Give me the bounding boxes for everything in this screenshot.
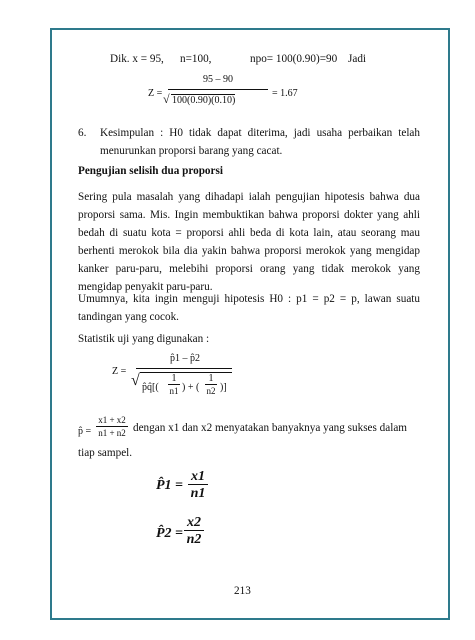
z2-den-prefix: p̂q̂[( [142,382,159,393]
z1-denominator: 100(0.90)(0.10) [172,95,236,106]
given-npo: npo= 100(0.90)=90 [250,53,338,65]
sqrt-icon-2: √ [131,372,140,389]
given-dik: Dik. x = 95, [110,53,164,65]
z2-fraction-bar [136,368,232,369]
z2-numerator: p̂1 – p̂2 [170,353,200,364]
given-jadi: Jadi [348,53,367,65]
z1-lhs: Z = [148,88,163,99]
z2-n1: n1 [169,386,179,396]
phat-denominator: n1 + n2 [98,428,126,438]
paragraph-3: Statistik uji yang digunakan : [78,333,210,345]
z2-suffix: )] [220,382,227,393]
phat-text: dengan x1 dan x2 menyatakan banyaknya yang sukses dalam [133,422,408,434]
z2-sqrt-bar [140,372,232,373]
section-heading: Pengujian selisih dua proporsi [78,165,223,177]
sqrt-icon: √ [163,92,170,106]
paragraph-2: Umumnya, kita ingin menguji hipotesis H0 : p1 = p2 = p, lawan suatu tandingan yang cocok. [78,293,420,323]
p2-lhs: P̂2 = [156,526,184,541]
p2-numerator: x2 [184,516,204,531]
z1-numerator: 95 – 90 [203,74,233,85]
phat-lhs: p̂ = [78,426,92,437]
item6-text: Kesimpulan : H0 tidak dapat diterima, jadi usaha perbaikan telah menurunkan proporsi barang yang cacat. [100,127,420,157]
z1-result: = 1.67 [272,88,298,99]
z2-mid: ) + ( [182,382,200,393]
p2-denominator: n2 [186,532,202,547]
p1-denominator: n1 [190,486,206,501]
given-n: n=100, [180,53,212,65]
p1-numerator: x1 [188,470,208,485]
paragraph-1: Sering pula masalah yang dihadapi ialah pengujian hipotesis bahwa dua proporsi sama. Mis. Ingin membuktikan bahwa proporsi dokter yang ahli bedah di suatu kota = proporsi ahli beda di kota lain, atau seorang mau berhenti merokok bila dia yakin bahwa proporsi merokok yang mengidap kanker paru-paru, melebihi proporsi orang yang tidak merokok yang mengidap penyakit paru-paru. [78,191,420,293]
phat-numerator: x1 + x2 [96,415,128,427]
phat-cont: tiap sampel. [78,447,133,459]
z2-one-a: 1 [168,373,180,385]
p1-lhs: P̂1 = [156,478,184,493]
page-number: 213 [234,585,251,597]
z2-one-b: 1 [205,373,217,385]
item6-number: 6. [78,127,87,139]
z2-n2: n2 [206,386,216,396]
z1-fraction-bar [168,89,268,90]
z2-lhs: Z = [112,366,127,377]
